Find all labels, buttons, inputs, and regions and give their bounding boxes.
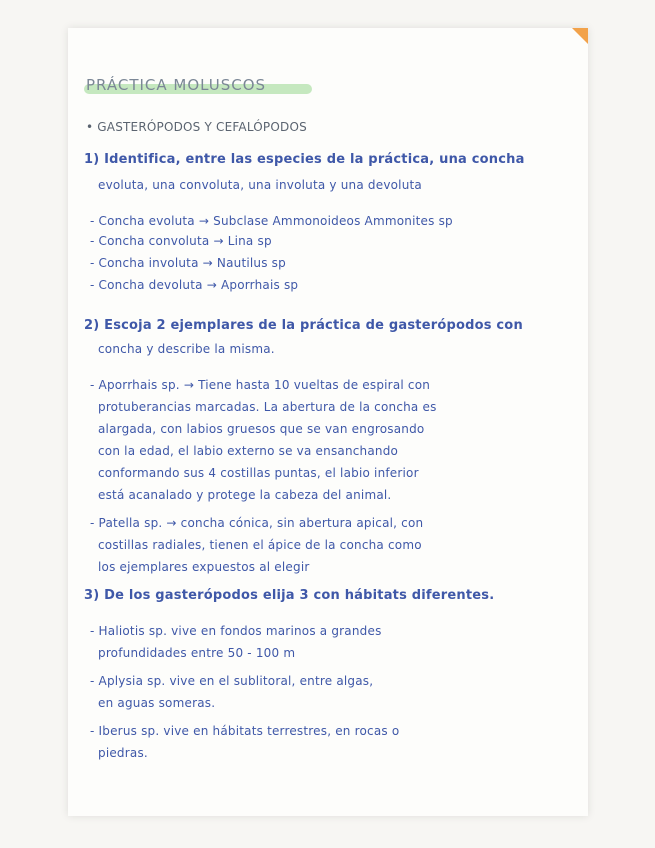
- q3-item: - Haliotis sp. vive en fondos marinos a grandes: [90, 624, 382, 638]
- q1-item: - Concha evoluta → Subclase Ammonoideos Ammonites sp: [90, 214, 453, 228]
- q1-line-1: 1) Identifica, entre las especies de la práctica, una concha: [84, 152, 525, 167]
- q3-line-1: 3) De los gasterópodos elija 3 con hábitats diferentes.: [84, 588, 495, 603]
- q3-item: profundidades entre 50 - 100 m: [98, 646, 296, 660]
- q1-item: - Concha devoluta → Aporrhais sp: [90, 278, 299, 292]
- q2-aporrhais-line: protuberancias marcadas. La abertura de la concha es: [98, 400, 437, 414]
- q1-item: - Concha convoluta → Lina sp: [90, 234, 272, 248]
- q2-patella-line: los ejemplares expuestos al elegir: [98, 560, 310, 574]
- q3-item: en aguas someras.: [98, 696, 216, 710]
- q3-item: piedras.: [98, 746, 148, 760]
- page-corner-tab: [572, 28, 588, 44]
- q2-line-1: 2) Escoja 2 ejemplares de la práctica de gasterópodos con: [84, 318, 523, 333]
- q2-aporrhais-line: está acanalado y protege la cabeza del animal.: [98, 488, 392, 502]
- q1-line-2: evoluta, una convoluta, una involuta y una devoluta: [98, 178, 422, 192]
- q3-item: - Aplysia sp. vive en el sublitoral, entre algas,: [90, 674, 374, 688]
- q3-item: - Iberus sp. vive en hábitats terrestres, en rocas o: [90, 724, 400, 738]
- q2-aporrhais-line: alargada, con labios gruesos que se van engrosando: [98, 422, 425, 436]
- section-subtitle: • GASTERÓPODOS Y CEFALÓPODOS: [86, 120, 307, 134]
- page-title: PRÁCTICA MOLUSCOS: [86, 76, 267, 94]
- q2-aporrhais-line: con la edad, el labio externo se va ensanchando: [98, 444, 399, 458]
- q2-patella-line: - Patella sp. → concha cónica, sin abertura apical, con: [90, 516, 424, 530]
- q2-aporrhais-line: - Aporrhais sp. → Tiene hasta 10 vueltas de espiral con: [90, 378, 431, 392]
- q2-aporrhais-line: conformando sus 4 costillas puntas, el labio inferior: [98, 466, 419, 480]
- q1-item: - Concha involuta → Nautilus sp: [90, 256, 286, 270]
- q2-line-2: concha y describe la misma.: [98, 342, 275, 356]
- q2-patella-line: costillas radiales, tienen el ápice de la concha como: [98, 538, 422, 552]
- notebook-page: [68, 28, 588, 816]
